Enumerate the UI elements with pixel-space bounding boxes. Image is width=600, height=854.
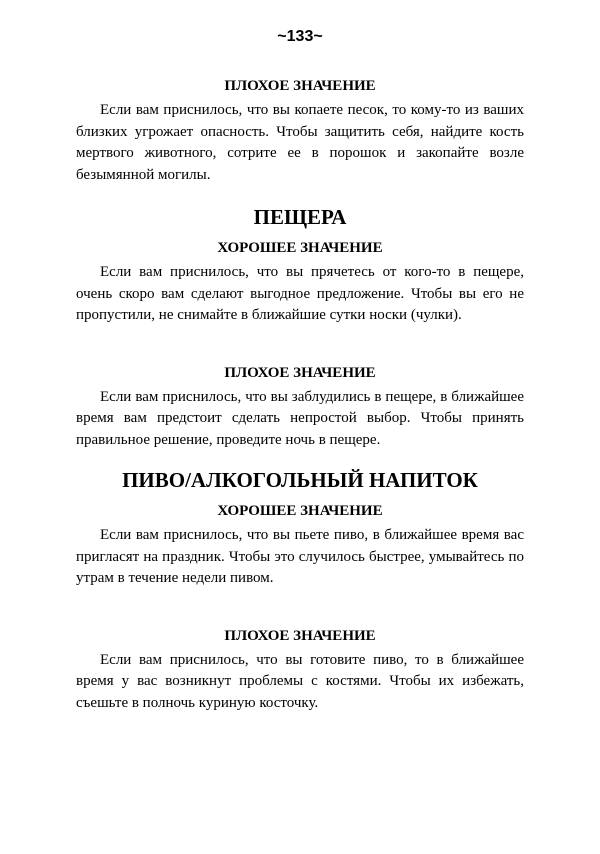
sand-bad-paragraph: Если вам приснилось, что вы копаете песок, то кому-то из ваших близких угрожает опасность. Чтобы защитить себя, найдите кость мертвого животного, сотрите ее в порошок и закопайте возле безымянной могилы. xyxy=(76,102,524,183)
beer-good-heading: ХОРОШЕЕ ЗНАЧЕНИЕ xyxy=(217,503,383,519)
beer-heading: ПИВО/АЛКОГОЛЬНЫЙ НАПИТОК xyxy=(122,468,478,492)
cave-bad-paragraph: Если вам приснилось, что вы заблудились в пещере, в ближайшее время вам предстоит сделать непростой выбор. Чтобы принять правильное решение, проведите ночь в пещере. xyxy=(76,388,524,448)
beer-good-paragraph: Если вам приснилось, что вы пьете пиво, в ближайшее время вас пригласят на праздник. Чтобы это случилось быстрее, умывайтесь по утрам в течение недели пивом. xyxy=(76,527,524,586)
beer-bad-heading: ПЛОХОЕ ЗНАЧЕНИЕ xyxy=(224,627,376,644)
cave-bad-heading: ПЛОХОЕ ЗНАЧЕНИЕ xyxy=(224,364,376,381)
cave-good-paragraph: Если вам приснилось, что вы прячетесь от кого-то в пещере, очень скоро вам сделают выгодное предложение. Чтобы вы его не пропустили, не снимайте в ближайшие сутки носки (чулки). xyxy=(76,264,524,323)
cave-heading: ПЕЩЕРА xyxy=(253,205,347,229)
bad-meaning-heading: ПЛОХОЕ ЗНАЧЕНИЕ xyxy=(224,78,376,94)
page-number: ~133~ xyxy=(277,28,323,45)
page-content xyxy=(76,76,524,714)
cave-good-heading: ХОРОШЕЕ ЗНАЧЕНИЕ xyxy=(217,240,383,256)
beer-bad-paragraph: Если вам приснилось, что вы готовите пиво, то в ближайшее время у вас возникнут проблемы с костями. Чтобы их избежать, съешьте в полночь куриную косточку. xyxy=(76,651,524,711)
